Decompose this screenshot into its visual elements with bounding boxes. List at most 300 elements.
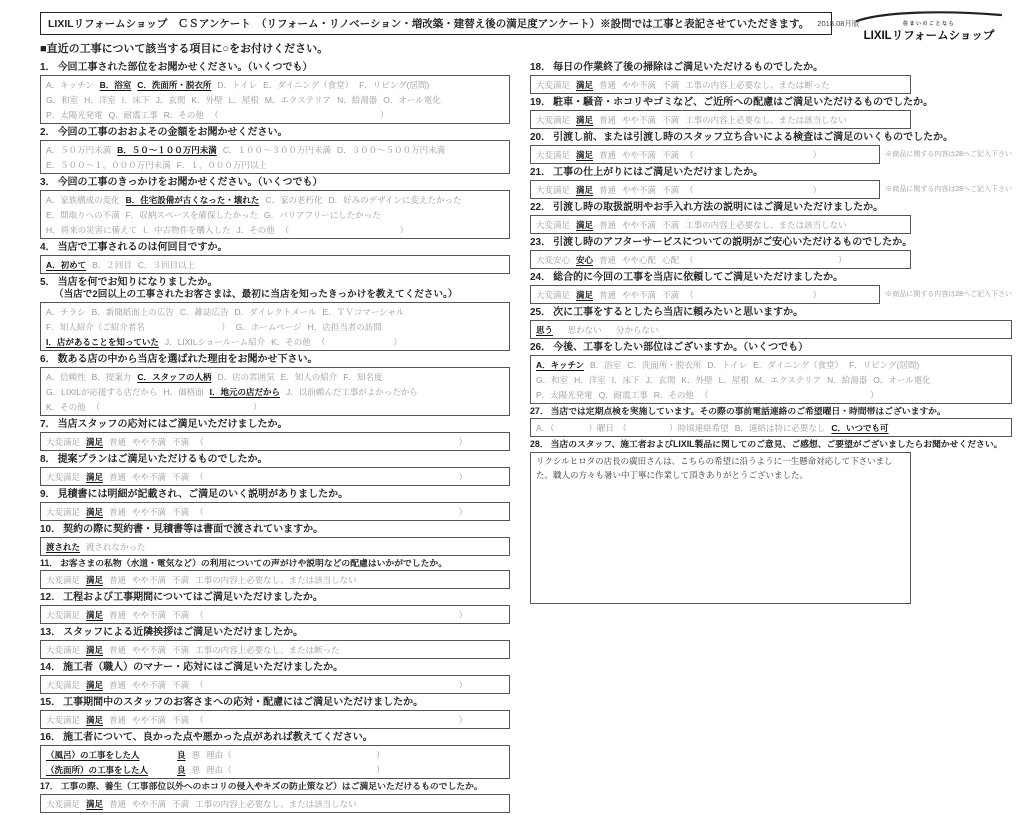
- option-line: [46, 142, 504, 157]
- option[interactable]: 普通: [599, 220, 617, 230]
- option[interactable]: H．洋室: [84, 95, 116, 105]
- option[interactable]: 大変満足: [536, 220, 571, 230]
- option[interactable]: 普通: [599, 115, 617, 125]
- answer-row: [40, 536, 510, 556]
- answer-row: [40, 604, 510, 624]
- option[interactable]: R．その他: [653, 390, 694, 400]
- option[interactable]: I．床下: [611, 375, 640, 385]
- question-title: [40, 241, 510, 254]
- answer-row: [40, 139, 510, 174]
- question-25: [530, 306, 1012, 339]
- option[interactable]: C．洗面所・脱衣所: [137, 80, 212, 90]
- option[interactable]: R．その他: [163, 110, 204, 120]
- option[interactable]: A．キッチン: [46, 80, 94, 90]
- option[interactable]: 悪: [191, 765, 201, 776]
- blank-field: （ ）: [685, 150, 822, 160]
- question-number: 13．: [40, 627, 62, 639]
- answer-row: [40, 466, 510, 486]
- blank-field: （ ）: [195, 471, 468, 482]
- option[interactable]: I．地元の店だから: [209, 386, 280, 397]
- option[interactable]: 不満: [172, 471, 190, 482]
- option[interactable]: 大変満足: [46, 645, 81, 656]
- options-box: [40, 794, 510, 813]
- option[interactable]: J．玄関: [645, 375, 676, 385]
- option[interactable]: やや不満: [622, 115, 657, 125]
- option[interactable]: 満足: [86, 506, 104, 517]
- question-title-text: 次に工事をするとしたら当店に頼みたいと思いますか。: [553, 307, 804, 318]
- question-number: 4．: [40, 242, 56, 253]
- option[interactable]: N．給湯器: [827, 375, 868, 385]
- option[interactable]: やや不満: [132, 715, 167, 726]
- option[interactable]: D．トイレ: [707, 360, 748, 370]
- blank-field: （ ）: [91, 401, 262, 412]
- option[interactable]: 不満: [172, 645, 190, 656]
- question-12: [40, 591, 510, 624]
- options-box: [40, 745, 510, 779]
- question-number: 5．: [40, 277, 56, 288]
- column-right: [530, 61, 1012, 815]
- option[interactable]: H．店担当者の訪問: [307, 321, 382, 332]
- question-title-text: 引渡し前、または引渡し時のスタッフ立ち合いによる検査はご満足のいくものでしたか。: [553, 132, 954, 143]
- answer-row: [40, 793, 510, 813]
- option-line: [46, 304, 504, 319]
- option-line: [536, 387, 1006, 402]
- options-box: [40, 467, 510, 486]
- answer-row: [530, 179, 1012, 199]
- question-columns: [40, 61, 1012, 815]
- answer-row: [530, 249, 1012, 269]
- option-line: [46, 572, 504, 587]
- option[interactable]: 満足: [576, 185, 594, 195]
- question-title: [40, 591, 510, 604]
- option[interactable]: 満足: [86, 680, 104, 691]
- question-title: [40, 176, 510, 189]
- option[interactable]: E．５００～１，０００万円未満: [46, 160, 171, 170]
- question-28: [530, 439, 1012, 603]
- question-5: [40, 276, 510, 351]
- question-title-text: 当店のスタッフ、施工者およびLIXIL製品に関してのご意見、ご感想、ご要望がございましたらお聞かせください。: [550, 439, 1003, 450]
- comment-box[interactable]: [530, 452, 911, 604]
- option[interactable]: 満足: [86, 610, 104, 621]
- option[interactable]: C．洗面所・脱衣所: [627, 360, 702, 370]
- option[interactable]: 満足: [86, 798, 104, 809]
- option[interactable]: やや不満: [622, 220, 657, 230]
- option[interactable]: 普通: [109, 471, 127, 482]
- option[interactable]: H．洋室: [574, 375, 606, 385]
- option[interactable]: 満足: [86, 436, 104, 447]
- answer-row: [530, 144, 1012, 164]
- blank-field: （ ）: [195, 715, 468, 726]
- options-box: [530, 285, 880, 304]
- options-box: [40, 502, 510, 521]
- option[interactable]: E．知人の紹介: [280, 371, 338, 382]
- option[interactable]: J．玄関: [155, 95, 186, 105]
- option[interactable]: やや不満: [622, 185, 657, 195]
- option[interactable]: 大変満足: [46, 610, 81, 621]
- option[interactable]: C．３回目以上: [137, 260, 195, 270]
- option[interactable]: E．間取りへの不満: [46, 210, 120, 220]
- option[interactable]: 工事の内容上必要なし、または該当しない: [195, 575, 357, 586]
- option[interactable]: D．ダイレクトメール: [234, 306, 317, 317]
- option[interactable]: F．知人紹介（ご紹介者名 ）: [46, 321, 230, 332]
- option[interactable]: I．店があることを知っていた: [46, 336, 159, 347]
- question-14: [40, 661, 510, 694]
- option[interactable]: 不満: [662, 220, 680, 230]
- option[interactable]: 良: [177, 750, 186, 761]
- question-27: [530, 406, 1012, 437]
- option[interactable]: G．ホームページ: [235, 321, 302, 332]
- option[interactable]: Q．耐震工事: [108, 110, 158, 120]
- option-line: [536, 287, 874, 302]
- option[interactable]: 普通: [109, 575, 127, 586]
- option[interactable]: 大変満足: [536, 290, 571, 300]
- option[interactable]: A．キッチン: [536, 360, 585, 370]
- option[interactable]: 普通: [599, 150, 617, 160]
- options-box: [40, 605, 510, 624]
- lixil-logo: [850, 10, 1008, 43]
- option[interactable]: 大変満足: [536, 150, 571, 160]
- column-left: [40, 61, 510, 815]
- option[interactable]: B．新聞紙面上の広告: [91, 306, 174, 317]
- option[interactable]: M．エクステリア: [264, 95, 332, 105]
- option[interactable]: 不満: [662, 80, 680, 90]
- option-line: [536, 147, 874, 162]
- spacer: [146, 750, 172, 760]
- question-4: [40, 241, 510, 274]
- option[interactable]: B．５０～１００万円未満: [117, 145, 217, 155]
- option-line: [46, 607, 504, 622]
- option[interactable]: 不満: [662, 185, 680, 195]
- question-number: 3．: [40, 177, 56, 188]
- question-title: [40, 276, 510, 289]
- question-title-text: 当店を何でお知りになりましたか。: [57, 277, 218, 288]
- option[interactable]: F．知名度: [343, 371, 383, 382]
- option[interactable]: 大変満足: [46, 506, 81, 517]
- option[interactable]: 普通: [109, 798, 127, 809]
- question-number: 25．: [530, 307, 552, 318]
- options-box: [530, 75, 911, 94]
- option[interactable]: B．浴室: [590, 360, 622, 370]
- option[interactable]: 満足: [86, 715, 104, 726]
- option[interactable]: 満足: [576, 80, 594, 90]
- option[interactable]: やや不満: [622, 150, 657, 160]
- option[interactable]: 大変満足: [46, 575, 81, 586]
- option[interactable]: 普通: [109, 506, 127, 517]
- option[interactable]: 不満: [172, 506, 190, 517]
- option[interactable]: K．その他: [46, 401, 86, 412]
- option[interactable]: B．提案力: [91, 371, 132, 382]
- option[interactable]: E．ダイニング（食堂）: [263, 80, 354, 90]
- option-line: [46, 677, 504, 692]
- answer-row: [530, 284, 1012, 304]
- options-box: [40, 367, 510, 416]
- question-title-text: 総合的に今回の工事を当店に依頼してご満足いただけましたか。: [553, 272, 844, 283]
- form-title: LIXILリフォームショップ ＣＳアンケート （リフォーム・リノベーション・増改築・建替え後の満足度アンケート）※設問では工事と表記させていただきます。: [48, 18, 810, 30]
- option[interactable]: （風呂）の工事をした人: [46, 750, 140, 761]
- option[interactable]: 安心: [576, 255, 594, 265]
- option[interactable]: B．２回目: [92, 260, 132, 270]
- options-box: [40, 570, 510, 589]
- option[interactable]: Q．耐震工事: [598, 390, 648, 400]
- option[interactable]: 普通: [109, 680, 127, 691]
- option[interactable]: 普通: [109, 645, 127, 656]
- option[interactable]: F．リビング(居間): [849, 360, 920, 370]
- option-line: [46, 334, 504, 349]
- question-21: [530, 166, 1012, 199]
- option[interactable]: 不満: [662, 115, 680, 125]
- question-18: [530, 61, 1012, 94]
- question-number: 2．: [40, 127, 56, 138]
- option-line: [46, 369, 504, 384]
- question-23: [530, 236, 1012, 269]
- question-title: [530, 271, 1012, 284]
- option[interactable]: G．和室: [536, 375, 569, 385]
- option-line: [536, 252, 905, 267]
- option[interactable]: D．好みのデザインに変えたかった: [328, 195, 462, 205]
- option[interactable]: やや不満: [622, 290, 657, 300]
- question-title-text: 工事の際、養生（工事部位以外へのホコリの侵入やキズの防止策など）はご満足いただけるものでしたか。: [60, 781, 483, 792]
- answer-row: [530, 451, 1012, 604]
- option[interactable]: B．連絡は特に必要なし: [734, 423, 826, 434]
- option-line: [536, 420, 1006, 435]
- question-number: 22．: [530, 202, 552, 213]
- question-number: 16．: [40, 732, 62, 744]
- option[interactable]: 普通: [599, 255, 617, 265]
- option[interactable]: 普通: [599, 185, 617, 195]
- option[interactable]: 大変満足: [46, 680, 81, 691]
- option-line: [46, 796, 504, 811]
- question-title: [40, 61, 510, 74]
- option[interactable]: （洗面所）の工事をした人: [46, 765, 149, 776]
- blank-field: （ ）: [699, 390, 879, 400]
- option[interactable]: やや心配: [622, 255, 657, 265]
- option[interactable]: N．給湯器: [337, 95, 378, 105]
- option[interactable]: 不満: [662, 290, 680, 300]
- question-title: [40, 453, 510, 466]
- option[interactable]: J．LIXILショールーム紹介: [164, 336, 266, 347]
- option[interactable]: A．初めて: [46, 260, 87, 270]
- option[interactable]: K．外壁: [191, 95, 223, 105]
- option[interactable]: 満足: [86, 645, 104, 656]
- option[interactable]: 満足: [576, 290, 594, 300]
- option[interactable]: A．５０万円未満: [46, 145, 112, 155]
- option[interactable]: 工事の内容上必要なし、または該当しない: [685, 115, 847, 125]
- option[interactable]: 心配: [662, 255, 680, 265]
- option-line: [536, 182, 874, 197]
- option[interactable]: 大変満足: [536, 80, 571, 90]
- option[interactable]: C．家の老朽化: [265, 195, 323, 205]
- option[interactable]: L．屋根: [228, 95, 259, 105]
- option[interactable]: L．屋根: [718, 375, 749, 385]
- option[interactable]: 良: [177, 765, 186, 776]
- option[interactable]: H．価格面: [163, 386, 204, 397]
- option[interactable]: I．中古物件を購入した: [143, 225, 231, 235]
- option[interactable]: 普通: [109, 610, 127, 621]
- option-line: [46, 257, 504, 272]
- option[interactable]: 普通: [109, 436, 127, 447]
- option[interactable]: B．住宅設備が古くなった・壊れた: [125, 195, 260, 205]
- option[interactable]: 分からない: [607, 325, 659, 335]
- option-line: [46, 469, 504, 484]
- option[interactable]: やや不満: [132, 436, 167, 447]
- option[interactable]: F．収納スペースを確保したかった: [125, 210, 258, 220]
- option[interactable]: 思わない: [559, 325, 602, 335]
- option[interactable]: 大変満足: [536, 185, 571, 195]
- question-title-text: スタッフによる近隣挨拶はご満足いただけましたか。: [63, 627, 304, 639]
- option[interactable]: 普通: [599, 290, 617, 300]
- question-title-text: 工程および工事期間についてはご満足いただけましたか。: [63, 592, 323, 604]
- option[interactable]: O．オール電化: [873, 375, 931, 385]
- option[interactable]: B．浴室: [99, 80, 132, 90]
- option[interactable]: 思う: [536, 325, 554, 335]
- option-line: [46, 642, 504, 657]
- option[interactable]: C．雑誌広告: [179, 306, 229, 317]
- option[interactable]: やや不満: [132, 471, 167, 482]
- question-title: [530, 406, 1012, 417]
- option[interactable]: 工事の内容上必要なし、または該当しない: [195, 798, 357, 809]
- question-17: [40, 781, 510, 812]
- option[interactable]: J．以前頼んだ工事がよかったから: [285, 386, 418, 397]
- question-number: 19．: [530, 97, 552, 108]
- option[interactable]: 満足: [576, 150, 594, 160]
- question-subtitle: （当店で2回以上の工事されたお客さまは、最初に当店を知ったきっかけを教えてください。）: [54, 289, 458, 300]
- option[interactable]: F．リビング(居間): [359, 80, 430, 90]
- option[interactable]: 大変満足: [46, 471, 81, 482]
- option[interactable]: D．店の雰囲気: [217, 371, 275, 382]
- option[interactable]: G．和室: [46, 95, 79, 105]
- question-number: 18．: [530, 62, 552, 73]
- answer-row: [530, 319, 1012, 339]
- option[interactable]: 大変満足: [46, 436, 81, 447]
- option[interactable]: 渡されなかった: [86, 541, 146, 552]
- options-box: [40, 255, 510, 274]
- option[interactable]: 不満: [172, 680, 190, 691]
- question-title-text: 当店で工事されるのは何回目ですか。: [57, 242, 228, 253]
- question-number: 17．: [40, 781, 59, 792]
- option-line: [46, 222, 504, 237]
- answer-row: [40, 189, 510, 239]
- option[interactable]: 不満: [172, 715, 190, 726]
- option[interactable]: I．床下: [121, 95, 150, 105]
- option[interactable]: やや不満: [132, 680, 167, 691]
- option[interactable]: A．チラシ: [46, 306, 86, 317]
- option[interactable]: 大変安心: [536, 255, 571, 265]
- option[interactable]: E．ＴＶコマーシャル: [322, 306, 405, 317]
- question-number: 21．: [530, 167, 552, 178]
- option[interactable]: 満足: [86, 575, 104, 586]
- option[interactable]: やや不満: [132, 645, 167, 656]
- option[interactable]: やや不満: [132, 798, 167, 809]
- option-line: [46, 384, 504, 399]
- option[interactable]: やや不満: [622, 80, 657, 90]
- option[interactable]: 大変満足: [536, 115, 571, 125]
- answer-row: [530, 354, 1012, 404]
- option[interactable]: G．バリアフリーにしたかった: [263, 210, 381, 220]
- option[interactable]: 満足: [576, 220, 594, 230]
- option[interactable]: 不満: [172, 436, 190, 447]
- option[interactable]: 工事の内容上必要なし、または該当しない: [685, 220, 847, 230]
- question-title: [530, 341, 1012, 354]
- answer-row: [40, 74, 510, 124]
- option[interactable]: A．信頼性: [46, 371, 86, 382]
- option[interactable]: H．将来の災害に備えて: [46, 225, 138, 235]
- question-24: [530, 271, 1012, 304]
- option[interactable]: K．外壁: [681, 375, 713, 385]
- option-line: [46, 539, 504, 554]
- title-bar: [40, 12, 860, 35]
- option[interactable]: O．オール電化: [383, 95, 441, 105]
- option[interactable]: 工事の内容上必要なし、または断った: [195, 645, 340, 656]
- option[interactable]: G．LIXILが応援する店だから: [46, 386, 158, 397]
- question-title: [40, 523, 510, 536]
- option[interactable]: 普通: [599, 80, 617, 90]
- question-title: [530, 61, 1012, 74]
- question-title: [40, 418, 510, 431]
- question-1: [40, 61, 510, 124]
- question-title-text: お客さまの私物（水道・電気など）の利用についての声がけや説明などの配慮はいかがでしたか。: [60, 557, 447, 568]
- question-19: [530, 96, 1012, 129]
- question-title-text: 引渡し時の取扱説明やお手入れ方法の説明にはご満足いただけましたか。: [553, 202, 884, 213]
- question-3: [40, 176, 510, 239]
- blank-field: A．（ ）曜日 （ ）時頃連絡希望: [536, 423, 729, 434]
- option[interactable]: D．トイレ: [217, 80, 258, 90]
- question-title-text: 提案プランはご満足いただけるものでしたか。: [57, 453, 268, 465]
- option[interactable]: 普通: [109, 715, 127, 726]
- option-line: [46, 712, 504, 727]
- question-title: [530, 201, 1012, 214]
- option[interactable]: 満足: [576, 115, 594, 125]
- option[interactable]: C．いつでも可: [831, 423, 889, 434]
- option[interactable]: 大変満足: [46, 798, 81, 809]
- question-title: [40, 558, 510, 569]
- options-box: [40, 190, 510, 239]
- question-number: 6．: [40, 353, 56, 365]
- option[interactable]: C．スタッフの人柄: [137, 371, 212, 382]
- blank-field: （ ）: [685, 255, 847, 265]
- option[interactable]: 不満: [172, 798, 190, 809]
- option[interactable]: E．ダイニング（食堂）: [753, 360, 844, 370]
- option[interactable]: K．その他: [271, 336, 311, 347]
- option[interactable]: 大変満足: [46, 715, 81, 726]
- note-label: ※商品に関する内容は28へご記入下さい: [885, 186, 1012, 193]
- logo-text: LIXILリフォームショップ: [863, 30, 995, 42]
- option[interactable]: P．太陽光発電: [46, 110, 103, 120]
- option-line: [536, 112, 905, 127]
- option[interactable]: 不満: [662, 150, 680, 160]
- option[interactable]: 工事の内容上必要なし、または断った: [685, 80, 830, 90]
- option[interactable]: J．その他: [236, 225, 275, 235]
- option[interactable]: 渡された: [46, 541, 81, 552]
- option[interactable]: P．太陽光発電: [536, 390, 593, 400]
- options-box: [530, 250, 911, 269]
- option-line: [46, 107, 504, 122]
- option[interactable]: 不満: [172, 575, 190, 586]
- question-number: 23．: [530, 237, 552, 248]
- option[interactable]: 満足: [86, 471, 104, 482]
- option[interactable]: やや不満: [132, 610, 167, 621]
- question-2: [40, 126, 510, 174]
- option[interactable]: D．３００～５００万円未満: [336, 145, 446, 155]
- option[interactable]: A．家族構成の変化: [46, 195, 120, 205]
- option[interactable]: C．１００～３００万円未満: [222, 145, 331, 155]
- question-number: 7．: [40, 418, 56, 430]
- option[interactable]: やや不満: [132, 575, 167, 586]
- option[interactable]: 悪: [191, 750, 201, 761]
- option[interactable]: F．１，０００万円以上: [176, 160, 267, 170]
- option[interactable]: M．エクステリア: [754, 375, 822, 385]
- option[interactable]: やや不満: [132, 506, 167, 517]
- option[interactable]: 不満: [172, 610, 190, 621]
